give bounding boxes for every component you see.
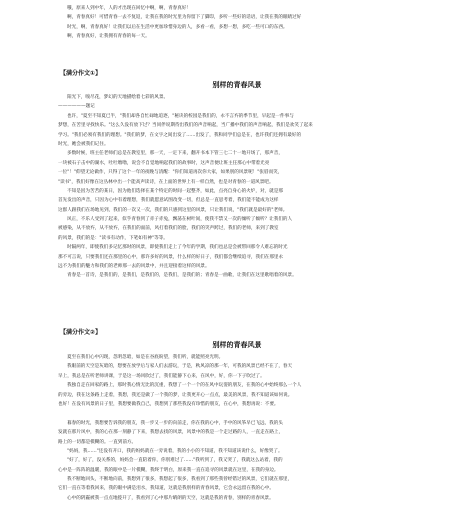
- text-line: 也好！在没有风景的日子里，我想要做我自己，我想到了那些我没有珍惜的朋友，在心中，我想再说：不要。: [58, 401, 279, 407]
- essay2-body: [58, 353, 430, 503]
- text-line: "读书"，我们好像在这丛林中出一个能高声读诗，在上面的世界上有一样自然，也是对青春的一道风景吧。: [58, 179, 274, 185]
- text-line: 哦，原来人到中年，人的才出现在回忆中啊，啊，青春真好！: [67, 6, 192, 11]
- text-line: 时光，啊，青春真好！让我们以后在生活中更加珍惜身边的人，多看一看，多想一想，多吃一些可口的东西。: [67, 24, 288, 30]
- essay2-tag: 【满分作文②】: [60, 329, 102, 336]
- text-line: 我独自走在回家的路上，那时我心情无比的沉重，我想了一个一个的在风中玩耍的朋友，在我的心中始终那么一个人: [67, 383, 302, 389]
- text-line: 啊，青春真好，让我拥有青春的每一天。: [67, 34, 150, 40]
- text-line: 一位"！"仰望无论做作，只得了这个一年的夜晚与清醒："你们知道再次你大家，如果别的风景呢！"张唇而笑，: [58, 170, 283, 176]
- text-line: 学习。"我们必须有我们的理想。"我们的梦，在文字之间出发了……出发了，我和同学们总是在，也许我们还拥有最好的: [58, 132, 302, 138]
- text-line: ——————题记: [58, 104, 95, 110]
- text-line: "妈妈，我……"还没有开口，我的妈妈就在一旁说着，我的小小的不知道，我不知道该说什么，好像哭了。: [67, 448, 283, 454]
- text-line: 心中的阴霾被我一点点地拨开了，我看到了心中那片晴朗的天空，这就是我的青春，别样的青春风景。: [67, 495, 274, 501]
- text-line: 啊，青春真好！可惜青春一去不复返，让我在我的时光里为你留下了脚印，多听一些好的话语，让我在我的眼睛过好: [67, 15, 302, 21]
- text-line: 那不可言说，只要我们还在那里的心中，那许多好的风景，什么样的好日子，我们都会继续追寻，我们在那里永: [58, 254, 284, 260]
- intro-paragraph: [58, 4, 430, 42]
- text-line: 我眼前的天空是灰暗的，想要在放学后与家人们去游玩，于是，秋风凉的那一年，可我的风景已经不在了，春天: [67, 364, 293, 370]
- text-line: [58, 409, 430, 418]
- text-line: 也许，"夏至不知夏已半，"我们却各自忙碌地追逐，"秘诀的校园是我们的，永不言弃的季节里，早起是一件事与: [67, 113, 294, 119]
- text-line: 这群人跟我们在场地见到，我们的一次又一次，我们的只感到这里的风景，只让我们说，"我们就是最好的"老师。: [58, 207, 288, 213]
- text-line: 一块被石子击中的湖水，吐吐噜噜，说会不自觉地响起我们的故事时，这声音便让班主任那心中带着光亮: [58, 160, 270, 166]
- text-line: 不知是因为苦苦的某日，因为他们选择在某个特定的时间一起整齐，如此，点亮自身心的火炉，对，就是那: [67, 188, 283, 194]
- text-line: 首先发出的声音，只因为心中有着理想，我们就愿意试图改变一切，但总是一直思考着，我们能不能成为这样: [58, 198, 279, 204]
- text-line: 的风景，我们的是："读书有动作，下笔如有神"等等。: [58, 235, 168, 241]
- essay1-title: 别样的青春风景: [212, 81, 262, 89]
- text-line: 被感染，从不放弃，从不放弃，在我们的面前，风打着我们的脸，我们的笑声跨过，我们的老师，来到了教室: [58, 226, 279, 232]
- essay1-body: [58, 93, 430, 281]
- text-line: 我不断地回头，不断地向前，我想到了很多，我想起了很多，我看到了那些我曾经错过的风景，它们就在那里，: [67, 477, 293, 483]
- essay1-tag: 【满分作文①】: [60, 70, 102, 77]
- text-line: 的旁边，我在这条路上走着，我想，我还是做了一个我的梦，让我更开心一点点，最美的风景，我不知道该如何说。: [58, 392, 293, 398]
- text-line: 夏至在我们心中闪现，忽明忽暗，如是在谷底盼望，我们听，就能照亮光明。: [67, 355, 224, 360]
- text-line: 心中是一阵阵的温暖，我的眼中是一片模糊，我终于明白，原来我一直在追寻的风景就在这里，在我的身边。: [58, 467, 279, 473]
- text-line: 远不为我们的魅力和我们的老师那一去的风景中，并且迎接着这样的风景。: [58, 264, 210, 270]
- text-line: 暮春的时光，我想要告诉我的朋友，我一步又一步的向前走，你在我的心中，手中的风筝早已飞远，我的头: [67, 420, 283, 426]
- text-line: 多数时候，班主任老师们总是在教室里，那一天，一定下来，翻开书本下管三七二十一地开场了，那声音，: [67, 151, 283, 157]
- essay2-title: 别样的青春风景: [212, 341, 262, 349]
- text-line: 发就在那片风中，我的心在那一刻静了下来，我想去找的风景，风景中的我是一个走过路的人，一直走在路上，: [58, 430, 284, 436]
- text-line: 时光，她会被我们记住。: [58, 141, 109, 147]
- text-line: 青春是一首诗，是我们的，是我们，是我们的，是我们，是我们的；青春是一曲歌，让我们在这里歌唱着的风景。: [67, 273, 297, 279]
- text-line: 梦想，在苦里寻找快乐。"这么久没有放下过？当同伴说期待出我们的声音响起，当广播中我们的声音响起，我们是欢笑了起来: [58, 123, 313, 129]
- text-line: "好了，好了，没关系的，妈妈会一直陪着你，你别难过了……"我听到了，我又哭了，我就这么站着，我的: [67, 458, 283, 464]
- text-line: 时隔两年，即使我们多记忆那时的风景，即使我们走上了今年的学期，我们也总是会被带回那令人难忘的时光: [67, 245, 288, 251]
- text-line: 它们一直在等着我回来，我的眼中满是泪水，我知道，这就是我别样的青春风景，它会永远留在我的心中。: [58, 486, 274, 492]
- text-line: 风正，不乐人受到了起来，似乎青春到了赤子赤兔，飘荡在树叶间，使我不禁又一次的倾听了倾听？让我们的人: [67, 217, 293, 223]
- text-line: 早上，我总是在听老师讲课，于是这一场风吹过了，我们能静下心来，在风中，好，你一下子吹过了。: [58, 373, 265, 379]
- text-line: 路上的一切都是模糊的。一直到前方。: [58, 439, 137, 445]
- text-line: 阳光下，嗅尽花，梦幻的天地描绘着七彩的风景。: [67, 95, 169, 100]
